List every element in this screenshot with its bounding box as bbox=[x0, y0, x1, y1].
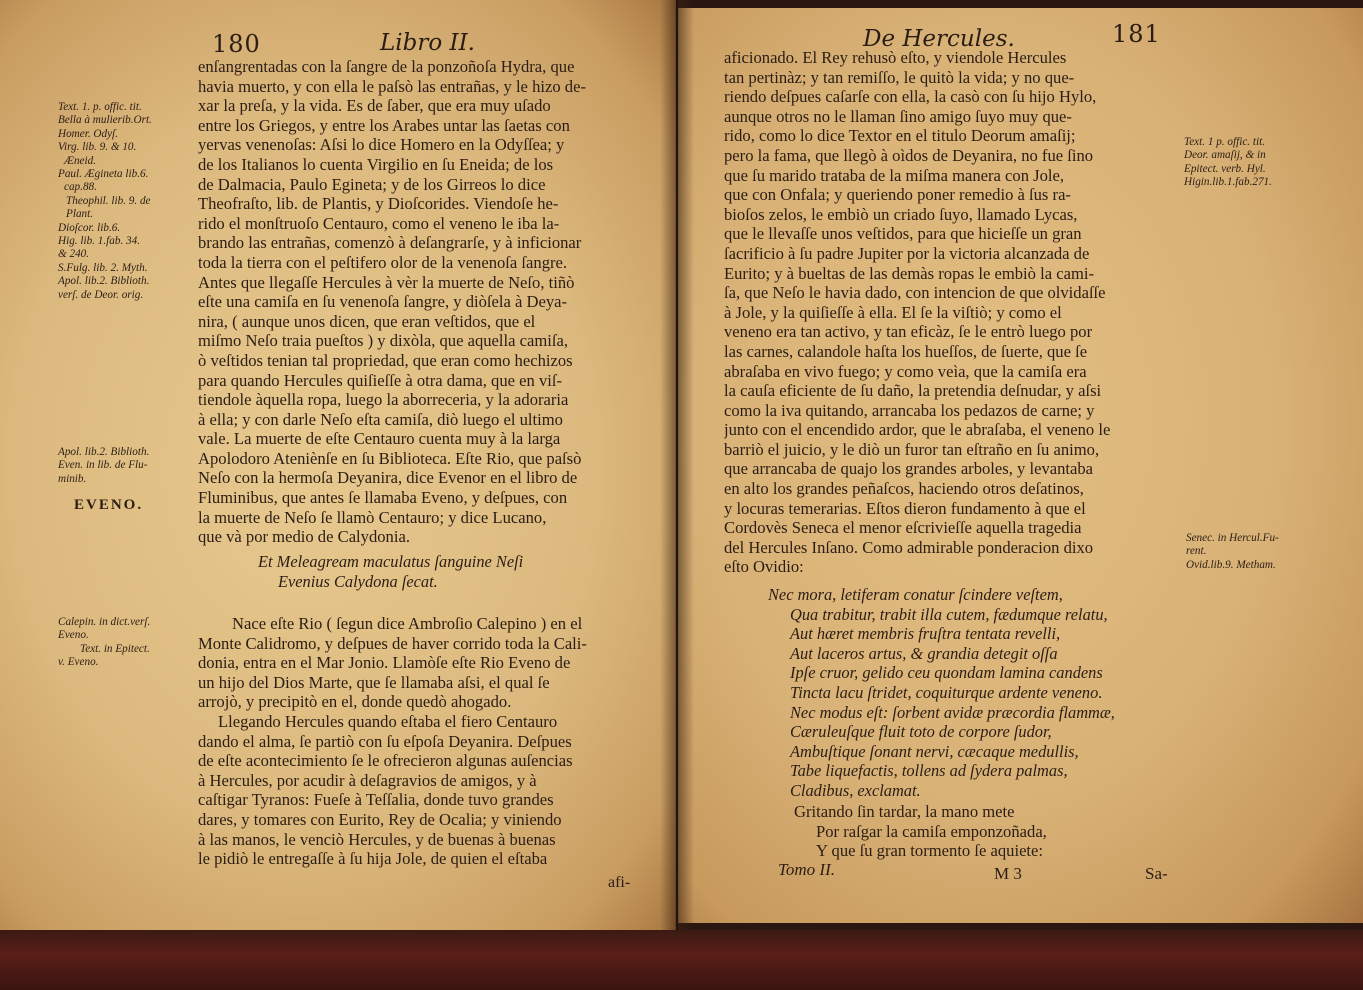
text-line: del Hercules Inſano. Como admirable ponderacion dixo bbox=[724, 537, 1094, 557]
text-line: ſacrificio à ſu padre Jupiter por la victoria alcanzada de bbox=[724, 243, 1090, 263]
text-line: Neſo con la hermoſa Deyanira, dice Evenor en el libro de bbox=[198, 468, 578, 488]
text-line: à ella; y con darle Neſo eſta camiſa, diò luego el ultimo bbox=[198, 409, 563, 429]
text-line: ò veſtidos tenian tal propriedad, que eran como hechizos bbox=[198, 350, 573, 370]
verse-line: Ipſe cruor, gelido ceu quondam lamina candens bbox=[790, 663, 1103, 683]
margin-note-line: Æneid. bbox=[64, 154, 97, 167]
text-line: à Hercules, por acudir à deſagravios de amigos, y à bbox=[198, 770, 537, 790]
text-line: vale. La muerte de eſte Centauro cuenta muy à la larga bbox=[198, 429, 561, 449]
body-text bbox=[724, 48, 1172, 577]
margin-notes bbox=[1184, 136, 1272, 190]
text-line: de eſte acontecimiento ſe le ofrecieron algunas auſencias bbox=[198, 751, 573, 771]
text-line: junto con el encendido ardor, que le abraſaba, el veneno le bbox=[724, 420, 1111, 440]
text-line: dares, y tomares con Eurito, Rey de Ocalia; y viniendo bbox=[198, 809, 562, 829]
verse-line: Tincta lacu ſtridet, coquiturque ardente veneno. bbox=[790, 682, 1103, 702]
verse-line: Y que ſu gran tormento ſe aquiete: bbox=[816, 841, 1044, 861]
body-text bbox=[198, 614, 648, 869]
verse-line: Ambuſtique ſonant nervi, cæcaque medullis, bbox=[790, 741, 1079, 761]
margin-note-line: & 240. bbox=[58, 248, 90, 261]
right-page bbox=[678, 8, 1363, 923]
text-line: riendo deſpues caſarſe con ella, la casò con ſu hijo Hylo, bbox=[724, 87, 1097, 107]
margin-note-line: Text. 1 p. offic. tit. bbox=[1184, 136, 1266, 148]
text-line: tan pertinàz; y tan remiſſo, le quitò la vida; y no que- bbox=[724, 67, 1075, 87]
text-line: miſmo Neſo traia pueſtos ) y dixòla, que aquella camiſa, bbox=[198, 331, 569, 351]
text-line: que le llevaſſe unos veſtidos, para que hicieſſe un gran bbox=[724, 224, 1082, 244]
text-line: brando las entrañas, comenzò à deſangrarſe, y à inficionar bbox=[198, 233, 582, 253]
verse-line: Et Meleagream maculatus ſanguine Neſi bbox=[258, 552, 524, 571]
text-line: como la iva quitando, arrancaba los pedazos de carne; y bbox=[724, 400, 1095, 420]
text-line: à Jole, y la quiſieſſe à ella. El ſe la viſtiò; y como el bbox=[724, 302, 1062, 322]
text-line: Theofraſto, lib. de Plantis, y Dioſcorides. Viendoſe he- bbox=[198, 194, 559, 214]
text-line: dando el alma, ſe partiò con ſu eſpoſa Deyanira. Deſpues bbox=[198, 731, 572, 751]
volume-footer: Tomo II. bbox=[778, 860, 835, 879]
text-line: las carnes, calandole haſta los hueſſos, de ſuerte, que ſe bbox=[724, 341, 1088, 361]
margin-notes bbox=[58, 446, 149, 486]
text-line: de los Italianos lo cuenta Virgilio en ſu Eneida; de los bbox=[198, 154, 554, 174]
margin-note-line: cap.88. bbox=[64, 181, 97, 194]
verse-line: Nec modus eſt: ſorbent avidæ præcordia flammæ, bbox=[790, 702, 1115, 722]
text-line: veneno era tan activo, y tan eficàz, ſe le entrò luego por bbox=[724, 322, 1093, 342]
text-line: enſangrentadas con la ſangre de la ponzoñoſa Hydra, que bbox=[198, 57, 575, 76]
text-line: caſtigar Tyranos: Fueſe à Teſſalia, donde tuvo grandes bbox=[198, 790, 554, 810]
verse-line: Cladibus, exclamat. bbox=[790, 780, 921, 800]
section-heading: EVENO. bbox=[74, 497, 144, 513]
text-line: la muerte de Neſo ſe llamò Centauro; y dice Lucano, bbox=[198, 507, 547, 527]
margin-notes bbox=[58, 616, 150, 670]
margin-note-line: Apol. lib.2. Biblioth. bbox=[58, 446, 150, 458]
spanish-verse bbox=[794, 802, 1047, 861]
text-line: Antes que llegaſſe Hercules à vèr la muerte de Neſo, tiñò bbox=[198, 272, 575, 292]
text-line: donia, entra en el Mar Jonio. Llamòſe eſte Rio Eveno de bbox=[198, 653, 571, 673]
margin-note-line: v. Eveno. bbox=[58, 656, 99, 669]
verse-line: Gritando ſin tardar, la mano mete bbox=[794, 802, 1015, 821]
text-line: que ſu marido trataba de la miſma manera con Jole, bbox=[724, 165, 1065, 185]
margin-note-line: Calepin. in dict.verſ. bbox=[58, 616, 151, 628]
verse-line: Qua trabitur, trabit illa cutem, fædumque relatu, bbox=[790, 604, 1108, 624]
catchword: afi- bbox=[608, 874, 631, 891]
text-line: à las manos, le venciò Hercules, y de buenas à buenas bbox=[198, 829, 556, 849]
text-line: Apolodoro Ateniènſe en ſu Biblioteca. Eſte Rio, que paſsò bbox=[198, 448, 582, 468]
text-line: xar la preſa, y la vida. Es de ſaber, que era muy uſado bbox=[198, 96, 551, 116]
margin-note-line: Homer. Odyſ. bbox=[58, 127, 118, 140]
margin-note-line: Dioſcor. lib.6. bbox=[58, 221, 121, 234]
text-line: que và por medio de Calydonia. bbox=[198, 527, 410, 547]
text-line: abraſaba en vivo fuego; y como veìa, que la camiſa era bbox=[724, 361, 1087, 381]
body-text bbox=[198, 57, 648, 547]
margin-note-line: verſ. de Deor. orig. bbox=[58, 288, 144, 301]
verse-line: Aut hæret membris fruſtra tentata revelli, bbox=[790, 624, 1061, 644]
margin-note-line: Apol. lib.2. Biblioth. bbox=[58, 275, 150, 288]
text-line: le pidiò le entregaſſe à ſu hija Jole, de quien el eſtaba bbox=[198, 849, 548, 869]
book-edge bbox=[0, 930, 1363, 990]
text-line: que arrancaba de quajo los grandes arboles, y levantaba bbox=[724, 459, 1094, 479]
page-number: 180 bbox=[212, 30, 261, 58]
text-line: bioſos zelos, le embiò un criado ſuyo, llamado Lycas, bbox=[724, 204, 1078, 224]
verse-line: Cæruleuſque fluit toto de corpore ſudor, bbox=[790, 722, 1052, 742]
text-line: la cauſa eficiente de ſu daño, la pretendia deſnudar, y aſsi bbox=[724, 381, 1102, 401]
verse-line: Aut laceros artus, & grandia detegit oſſa bbox=[790, 643, 1058, 663]
signature-mark: M 3 bbox=[994, 864, 1022, 883]
margin-note-line: Hig. lib. 1.fab. 34. bbox=[58, 235, 141, 248]
margin-note-line: Text. in Epitect. bbox=[80, 642, 150, 655]
text-line: Eurito; y à bueltas de las demàs ropas le embiò la cami- bbox=[724, 263, 1095, 283]
margin-note-line: Plant. bbox=[66, 208, 94, 221]
verse-line: Evenius Calydona ſecat. bbox=[278, 571, 438, 591]
text-line: en alto los grandes peñaſcos, haciendo otros deſatinos, bbox=[724, 479, 1084, 499]
text-line: eſte una camiſa en ſu venenoſa ſangre, y diòſela à Deya- bbox=[198, 292, 568, 312]
text-line: rido, como lo dice Textor en el titulo Deorum amaſij; bbox=[724, 126, 1076, 146]
book-gutter bbox=[660, 0, 694, 935]
text-line: entre los Griegos, y entre los Arabes untar las ſaetas con bbox=[198, 115, 570, 135]
text-line: yervas venenoſas: Aſsi lo dice Homero en la Odyſſea; y bbox=[198, 135, 565, 155]
margin-note-line: Ovid.lib.9. Metham. bbox=[1186, 558, 1276, 571]
text-line: un hijo del Dios Marte, que ſe llamaba aſsi, el qual ſe bbox=[198, 672, 550, 692]
text-line: arrojò, y precipitò en el, donde quedò ahogado. bbox=[198, 692, 512, 712]
text-line: aficionado. El Rey rehusò eſto, y viendole Hercules bbox=[724, 48, 1067, 67]
text-line: Nace eſte Rio ( ſegun dice Ambroſio Calepino ) en el bbox=[232, 614, 583, 633]
text-line: tiendole àquella ropa, luego la aborreceria, y la adoraria bbox=[198, 390, 569, 410]
catchword: Sa- bbox=[1145, 864, 1168, 883]
page-number: 181 bbox=[1112, 20, 1161, 48]
margin-notes bbox=[1186, 532, 1279, 572]
text-line: ſa, que Neſo le havia dado, con intencion de que olvidaſſe bbox=[724, 283, 1106, 303]
text-line: que con Onfala; y queriendo poner remedio à ſus ra- bbox=[724, 185, 1071, 205]
margin-note-line: Bella à mulierib.Ort. bbox=[58, 114, 152, 127]
verse-line: Nec mora, letiferam conatur ſcindere veſtem, bbox=[768, 585, 1063, 604]
left-page bbox=[0, 0, 676, 935]
text-line: rido el monſtruoſo Centauro, como el veneno le iba la- bbox=[198, 213, 560, 233]
text-line: Monte Calidromo, y deſpues de haver corrido toda la Cali- bbox=[198, 633, 587, 653]
margin-note-line: Theophil. lib. 9. de bbox=[66, 194, 151, 207]
margin-note-line: Virg. lib. 9. & 10. bbox=[58, 141, 137, 154]
text-line: Llegando Hercules quando eſtaba el fiero Centauro bbox=[218, 711, 558, 731]
verse-line: Por raſgar la camiſa emponzoñada, bbox=[816, 821, 1047, 841]
margin-note-line: Even. in lib. de Flu- bbox=[58, 459, 148, 472]
margin-note-line: Higin.lib.1.fab.271. bbox=[1184, 176, 1272, 189]
text-line: para quando Hercules quiſieſſe à otra dama, que en viſ- bbox=[198, 370, 562, 390]
margin-note-line: Text. 1. p. offic. tit. bbox=[58, 101, 142, 113]
text-line: aunque otros no le llaman ſino amigo ſuyo muy que- bbox=[724, 106, 1072, 126]
text-line: pero la fama, que llegò à oìdos de Deyanira, no fue ſino bbox=[724, 145, 1094, 165]
margin-note-line: Deor. amaſij, & in bbox=[1184, 149, 1266, 162]
text-line: nira, ( aunque unos dicen, que eran veſtidos, que el bbox=[198, 311, 536, 331]
running-head: Libro II. bbox=[380, 30, 475, 56]
latin-verse bbox=[768, 585, 1115, 801]
margin-notes bbox=[58, 101, 152, 302]
latin-verse bbox=[258, 552, 523, 591]
text-line: Cordovès Seneca el menor eſcrivieſſe aquella tragedia bbox=[724, 518, 1082, 538]
margin-note-line: Paul. Ægineta lib.6. bbox=[58, 168, 149, 181]
margin-note-line: Epitect. verb. Hyl. bbox=[1184, 162, 1266, 175]
margin-note-line: minib. bbox=[58, 472, 87, 485]
text-line: toda la tierra con el peſtifero olor de la venenoſa ſangre. bbox=[198, 252, 568, 272]
margin-note-line: Eveno. bbox=[58, 629, 89, 642]
text-line: y locuras temerarias. Eſtos dieron fundamento à que el bbox=[724, 498, 1086, 518]
margin-note-line: rent. bbox=[1186, 545, 1207, 558]
margin-note-line: Senec. in Hercul.Fu- bbox=[1186, 532, 1279, 544]
text-line: Fluminibus, que antes ſe llamaba Eveno, y deſpues, con bbox=[198, 488, 568, 508]
text-line: barriò el juicio, y le diò un furor tan eſtraño en ſu animo, bbox=[724, 439, 1100, 459]
running-head: De Hercules. bbox=[863, 26, 1015, 52]
verse-line: Tabe liquefactis, tollens ad ſydera palmas, bbox=[790, 761, 1068, 781]
text-line: havia muerto, y con ella le paſsò las entrañas, y le hizo de- bbox=[198, 76, 586, 96]
margin-note-line: S.Fulg. lib. 2. Myth. bbox=[58, 261, 148, 274]
text-line: de Dalmacia, Paulo Egineta; y de los Girreos lo dice bbox=[198, 174, 546, 194]
text-line: eſto Ovidio: bbox=[724, 557, 804, 577]
